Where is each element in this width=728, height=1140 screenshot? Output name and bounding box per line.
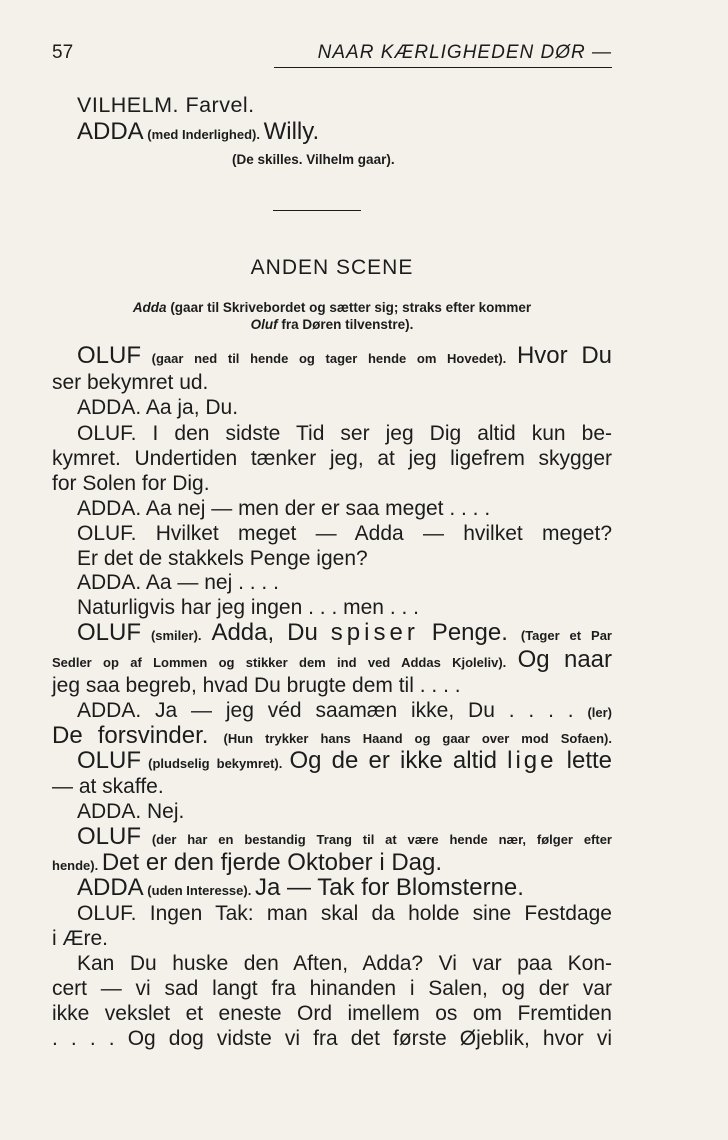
text-line: kymret. Undertiden tænker jeg, at jeg ligefrem skygger [52, 447, 612, 470]
scene-title: ANDEN SCENE [250, 256, 414, 279]
text-line: ADDA. Aa ja, Du. [77, 396, 239, 419]
text-line: OLUF. Hvilket meget — Adda — hvilket meget? [77, 522, 612, 545]
running-title: NAAR KÆRLIGHEDEN DØR — [317, 42, 612, 63]
text-line: ADDA. Aa — nej . . . . [77, 571, 279, 594]
text-line: OLUF. I den sidste Tid ser jeg Dig altid kun be- [77, 422, 612, 445]
text-line: jeg saa begreb, hvad Du brugte dem til . . . . [52, 674, 461, 697]
text-line: hende). Det er den fjerde Oktober i Dag. [52, 849, 443, 876]
text-line: ADDA. Ja — jeg véd saamæn ikke, Du . . . . (ler) [77, 699, 612, 722]
stage-direction: (De skilles. Vilhelm gaar). [232, 152, 395, 167]
text-line: ser bekymret ud. [52, 371, 209, 394]
header-rule [274, 67, 612, 68]
text-line: VILHELM. Farvel. [77, 93, 255, 117]
text-line: ikke vekslet et eneste Ord imellem os om Fremtiden [52, 1002, 612, 1025]
stage-direction: Adda (gaar til Skrivebordet og sætter sig; straks efter kommer [132, 300, 532, 315]
text-line: cert — vi sad langt fra hinanden i Salen, og der var [52, 977, 612, 1000]
text-line: i Ære. [52, 927, 109, 950]
text-line: OLUF. Ingen Tak: man skal da holde sine Festdage [77, 902, 612, 925]
text-line: Er det de stakkels Penge igen? [77, 547, 368, 570]
text-line: — at skaffe. [52, 775, 164, 798]
text-line: Kan Du huske den Aften, Adda? Vi var paa Kon- [77, 952, 612, 975]
text-line: Sedler op af Lommen og stikker dem ind ved Addas Kjoleliv). Og naar [52, 646, 613, 673]
text-line: OLUF (pludselig bekymret). Og de er ikke altid lige lette [77, 747, 612, 774]
page-header [52, 42, 612, 70]
stage-direction: Oluf fra Døren tilvenstre). [250, 317, 414, 332]
text-line: OLUF (der har en bestandig Trang til at være hende nær, følger efter [77, 823, 612, 850]
text-line: for Solen for Dig. [52, 472, 210, 495]
text-line: ADDA. Aa nej — men der er saa meget . . . . [77, 497, 491, 520]
text-line: ADDA. Nej. [77, 800, 185, 823]
text-line: Naturligvis har jeg ingen . . . men . . . [77, 596, 419, 619]
text-line: . . . . Og dog vidste vi fra det første Øjeblik, hvor vi [52, 1027, 612, 1050]
text-line: OLUF (gaar ned til hende og tager hende om Hovedet). Hvor Du [77, 342, 612, 369]
text-line: OLUF (smiler). Adda, Du spiser Penge. (Tager et Par [77, 619, 612, 646]
page-number: 57 [52, 42, 74, 63]
section-divider [273, 210, 361, 211]
text-line: ADDA (uden Interesse). Ja — Tak for Blomsterne. [77, 874, 524, 901]
text-line: ADDA (med Inderlighed). Willy. [77, 118, 320, 145]
text-line: De forsvinder. (Hun trykker hans Haand og gaar over mod Sofaen). [52, 722, 612, 749]
